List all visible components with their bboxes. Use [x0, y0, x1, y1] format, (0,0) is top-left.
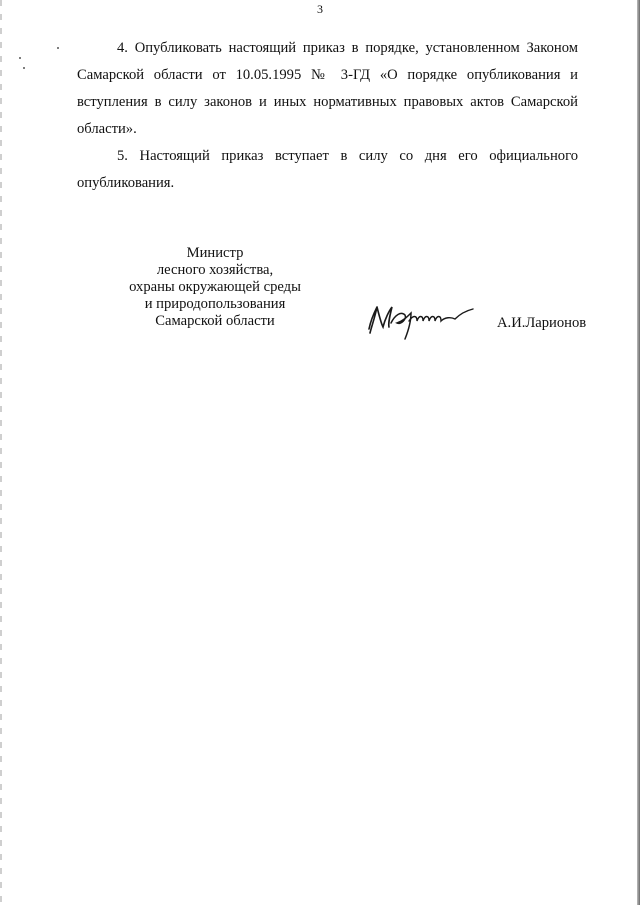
- scan-edge-left: [0, 0, 2, 905]
- signatory-title-line: Самарской области: [155, 313, 275, 329]
- paragraph-4: 4. Опубликовать настоящий приказ в порядке, установленном Законом Самарской области от 10.05.1995 № 3-ГД «О порядке опубликования и вступления в силу законов и иных нормативных правовых актов Самарской области».: [77, 40, 578, 137]
- scan-speck: [19, 57, 21, 59]
- signatory-title-line: охраны окружающей среды: [129, 279, 301, 295]
- signer-name: А.И.Ларионов: [497, 315, 587, 331]
- page-number: 3: [317, 2, 323, 16]
- paragraph-5: 5. Настоящий приказ вступает в силу со дня его официального опубликования.: [77, 148, 578, 191]
- scan-speck: [23, 67, 25, 69]
- signatory-title: [100, 245, 330, 330]
- scan-speck: [57, 47, 59, 49]
- handwritten-signature: [361, 293, 481, 343]
- signatory-title-line: лесного хозяйства,: [156, 262, 274, 278]
- signatory-title-line: и природопользования: [144, 296, 286, 312]
- signatory-title-line: Министр: [186, 245, 244, 261]
